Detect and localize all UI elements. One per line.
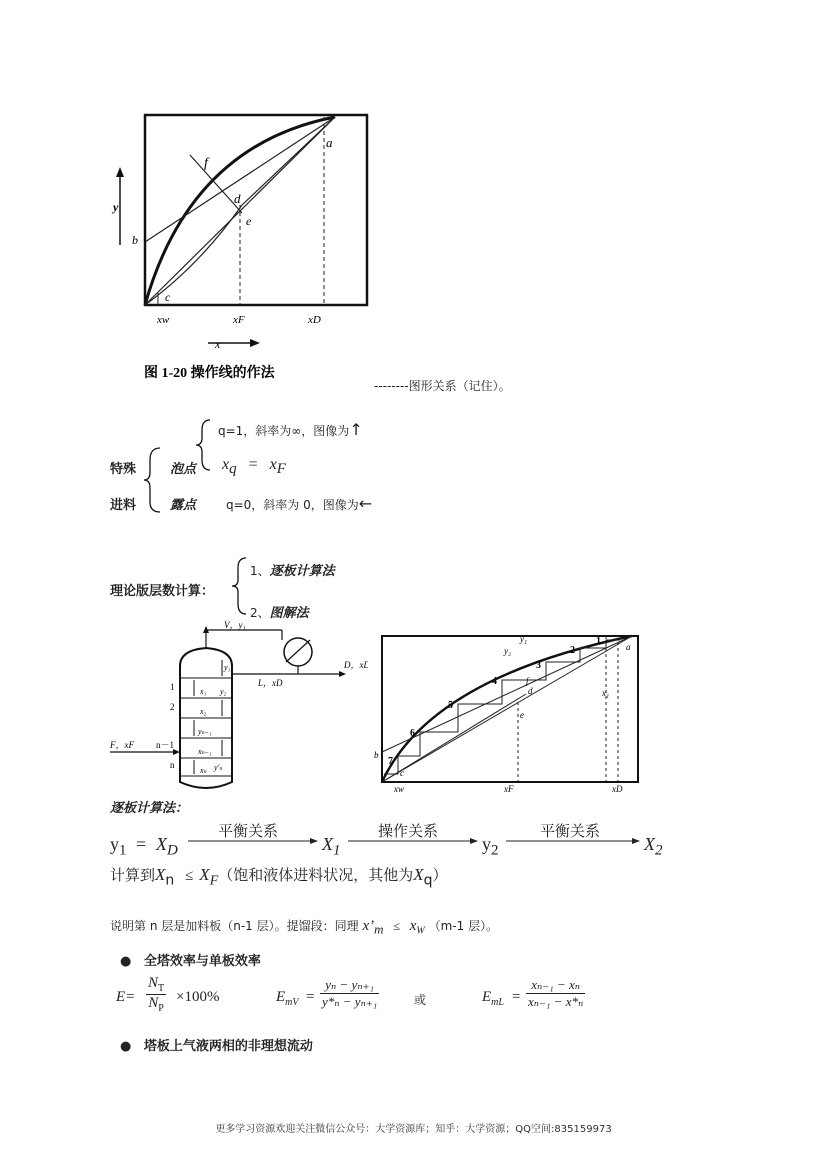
arrow2-label: 操作关系	[378, 822, 439, 840]
calc-suffix: （饱和液体进料状况，其他为	[218, 866, 414, 884]
method-1	[250, 560, 335, 579]
sw-label-c: c	[400, 768, 404, 778]
brace-theory	[232, 556, 252, 616]
chain-y1: $y_1$	[110, 834, 127, 859]
label-xD: xD	[308, 314, 321, 326]
formula-E: E=	[116, 989, 136, 1005]
nonideal-heading: 塔板上气液两相的非理想流动	[143, 1039, 313, 1054]
method-1-text: 逐板计算法	[269, 564, 335, 579]
label-y1: y₁	[224, 663, 231, 672]
formula-EmV: $E_{mV}$	[276, 989, 299, 1008]
label-x: x	[215, 337, 221, 351]
label-f: f	[204, 156, 208, 171]
label-x1: x₁	[200, 687, 207, 696]
dew-point-label: 露点	[170, 498, 197, 513]
dew-line-text: q=0，斜率为 0，图像为	[226, 498, 359, 512]
label-plate-n1: n－1	[156, 740, 175, 750]
formula-EmL: $E_{mL}$	[482, 989, 504, 1008]
label-yn1: yₙ₋₁	[198, 727, 212, 736]
label-xn1: xₙ₋₁	[198, 747, 212, 756]
special-label-2: 进料	[110, 498, 137, 513]
formula-EmL-eq: =	[512, 989, 521, 1005]
bullet-icon: ●	[120, 954, 132, 969]
label-D-xD: D，xD	[344, 660, 368, 670]
label-plate-n: n	[170, 760, 175, 770]
explain-m: m	[374, 921, 384, 937]
sw-label-xw: xw	[394, 784, 404, 794]
page-footer: 更多学习资源欢迎关注微信公众号：大学资源库；知乎：大学资源；QQ空间:835159973	[215, 1124, 612, 1135]
label-e: e	[246, 214, 252, 228]
chain-eq: =	[136, 834, 147, 854]
sw-label-d: d	[528, 686, 533, 696]
xq-sub: q	[229, 461, 237, 478]
step-2: 2	[570, 645, 575, 656]
bubble-line-2	[222, 456, 286, 478]
calc-Xn: $X_n$	[155, 865, 175, 889]
sw-label-y2: y₂	[504, 646, 512, 656]
explain-line	[110, 917, 498, 937]
chain-X1: $X_1$	[322, 834, 341, 859]
bubble-line-1-text: q=1，斜率为∞，图像为	[218, 424, 350, 438]
formula-times: ×100%	[176, 989, 220, 1005]
frac-EmL: $\frac{\text{xₙ₋₁ − xₙ}}{\text{xₙ₋₁ − x*ₙ}}$	[528, 977, 584, 1009]
up-arrow-icon: ↑	[349, 420, 363, 439]
calc-line	[110, 864, 448, 889]
label-x2: x₂	[200, 707, 207, 716]
calc-XF: $X_F$	[199, 865, 219, 889]
brace-special	[144, 446, 164, 514]
label-c: c	[165, 290, 171, 304]
theory-plates-label: 理论版层数计算：	[110, 584, 215, 599]
operating-line-svg	[100, 105, 372, 395]
nonideal-heading-row	[120, 1035, 313, 1054]
label-L-xD: L，xD	[258, 678, 283, 688]
arrow3-icon	[506, 836, 640, 846]
step-7: 7	[388, 756, 393, 767]
frac-NT-NP: $\frac{N_T}{N_P}$	[148, 975, 165, 1014]
stepwise-svg	[370, 628, 642, 796]
step-3: 3	[536, 660, 541, 671]
frac-EmV: $\frac{\text{yₙ − yₙ₊₁}}{\text{y*ₙ − yₙ₊₁}}$	[322, 977, 378, 1009]
xq-x: x	[222, 456, 230, 473]
efficiency-formulas	[116, 975, 716, 1025]
sw-label-x1: x₁	[602, 688, 610, 698]
chain-X2: $X_2$	[644, 834, 663, 859]
rectifying-line	[145, 117, 335, 242]
sw-label-y1: y₁	[520, 634, 528, 644]
chain-XD: $X_D$	[156, 834, 178, 859]
bullet-icon-2: ●	[120, 1039, 132, 1054]
label-xn: xₙ	[200, 766, 207, 775]
step-1: 1	[596, 636, 601, 647]
bubble-point-label: 泡点	[170, 462, 197, 477]
efficiency-heading: 全塔效率与单板效率	[143, 954, 261, 969]
calc-prefix: 计算到	[110, 866, 156, 884]
figure-operating-line	[100, 105, 372, 395]
step-6: 6	[410, 728, 415, 739]
label-xw: xw	[157, 314, 170, 326]
figure-caption: 图 1-20 操作线的作法	[144, 366, 275, 381]
stepwise-chain	[110, 818, 710, 868]
xF-x: x	[269, 456, 277, 473]
sw-label-xD: xD	[612, 784, 623, 794]
plot-frame	[145, 115, 367, 305]
explain-w: W	[416, 925, 425, 937]
label-b: b	[132, 233, 138, 247]
formula-EmV-eq: =	[306, 989, 315, 1005]
sw-label-xF: xF	[504, 784, 514, 794]
column-svg	[110, 618, 368, 796]
arrow3-label: 平衡关系	[540, 822, 601, 840]
label-F-xF: F，xF	[110, 740, 134, 750]
left-arrow-icon: ←	[358, 494, 373, 513]
label-y2: y₂	[220, 687, 227, 696]
chain-y2: $y_2$	[482, 834, 499, 859]
step-4: 4	[492, 676, 497, 687]
stepwise-heading: 逐板计算法：	[110, 801, 189, 816]
figure-note: --------图形关系（记住）。	[374, 379, 511, 393]
column-diagram	[110, 618, 368, 796]
sw-label-a: a	[626, 642, 631, 652]
label-plate-1: 1	[170, 682, 175, 692]
explain-le: ≤	[393, 919, 400, 933]
special-label-1: 特殊	[110, 462, 137, 477]
label-y: y	[113, 200, 119, 214]
label-a: a	[326, 135, 333, 150]
arrow2-icon	[348, 836, 478, 846]
label-d: d	[234, 191, 241, 206]
xq-eq: =	[248, 456, 258, 473]
calc-close: ）	[432, 866, 448, 884]
arrow1-icon	[188, 836, 318, 846]
efficiency-heading-row	[120, 950, 261, 969]
arrow1-label: 平衡关系	[218, 822, 279, 840]
method-2-num: 2、	[250, 606, 270, 620]
calc-le: ≤	[185, 868, 194, 884]
explain-text-1: 说明第 n 层是加料板（n-1 层）。提馏段：同理	[110, 919, 359, 933]
step-5: 5	[448, 700, 453, 711]
explain-xm: x’	[362, 918, 375, 934]
label-plate-2: 2	[170, 702, 175, 712]
method-1-num: 1、	[250, 564, 270, 578]
sw-label-e: e	[520, 710, 524, 720]
brace-bubble	[196, 418, 216, 472]
stepwise-diagram	[370, 628, 642, 796]
label-V-y1: V，y₁	[224, 620, 246, 630]
xF-sub: F	[276, 461, 286, 478]
label-yn: y′ₙ	[214, 763, 223, 772]
sw-label-b: b	[374, 750, 379, 760]
bubble-line-1	[218, 420, 363, 439]
sw-label-f: f	[526, 676, 529, 686]
label-xF: xF	[233, 314, 245, 326]
explain-xw: x	[409, 918, 417, 934]
explain-text-2: （m-1 层）。	[428, 919, 499, 933]
method-2-text: 图解法	[269, 606, 309, 621]
calc-Xq: $X_q$	[413, 865, 433, 889]
dew-line	[226, 494, 372, 513]
formula-or: 或	[414, 993, 427, 1007]
